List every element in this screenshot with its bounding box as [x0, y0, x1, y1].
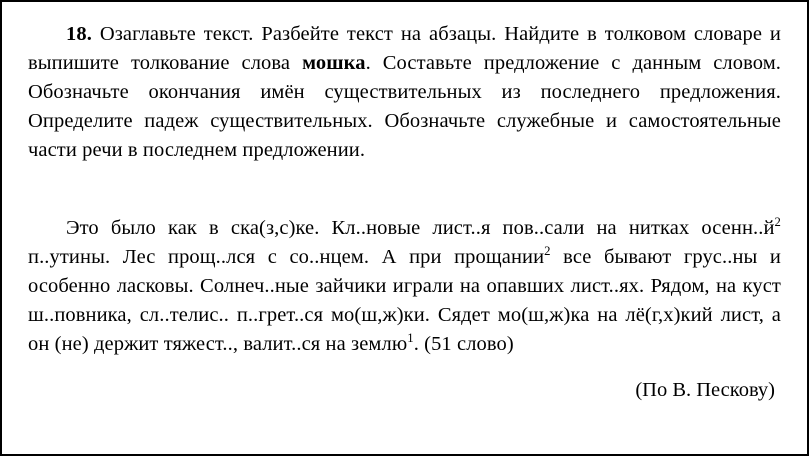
- task-keyword: мошка: [302, 52, 366, 75]
- task-text-part-2: . Составьте предложение с данным словом. Обозначьте окончания имён существительных из последнего предложения. Определите падеж существительных. Обозначьте служебные и самостоятельные части речи в последнем предложении.: [28, 52, 781, 162]
- task-paragraph: [28, 20, 781, 166]
- body-text-segment-3: все бывают грус..ны и особенно ласковы. Солнеч..ные зайчики играли на опавших лист..ях. Рядом, на куст ш..повника, сл..телис.. п..грет..ся мо(ш,ж)ки. Сядет мо(ш,ж)ка на лё(г,х)кий лист, а он (не) держит тяжест.., валит..ся на землю: [28, 245, 781, 355]
- body-text-segment-1: Это было как в ска(з,с)ке. Кл..новые лист..я пов..сали на нитках осенн..й: [66, 216, 775, 239]
- superscript-marker-1: 1: [407, 331, 414, 346]
- body-text-segment-2: п..утины. Лес прощ..лся с со..нцем. А при прощании: [28, 245, 545, 268]
- paragraph-spacer: [28, 166, 781, 188]
- page-content: [2, 2, 807, 433]
- body-text-segment-4: . (51 слово): [413, 332, 514, 355]
- task-text-part-1: Озаглавьте текст. Разбейте текст на абзацы. Найдите в толковом словаре и выпишите толкование слова: [28, 23, 781, 75]
- body-paragraph: [28, 214, 781, 360]
- superscript-marker-2a: 2: [774, 214, 781, 229]
- superscript-marker-2b: 2: [544, 243, 551, 258]
- exercise-number: 18.: [66, 23, 92, 45]
- source-attribution: (По В. Пескову): [635, 379, 775, 402]
